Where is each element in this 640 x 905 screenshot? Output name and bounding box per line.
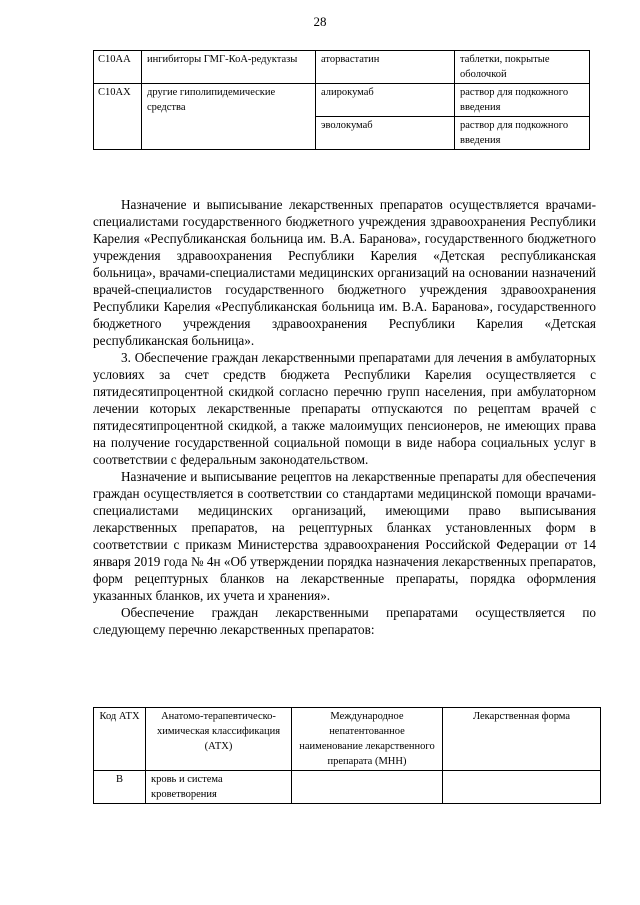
header-dosage-form: Лекарственная форма — [443, 708, 601, 771]
page-number: 28 — [313, 14, 327, 29]
header-inn: Международное непатентованное наименование лекарственного препарата (МНН) — [292, 708, 443, 771]
dosage-form-cell: таблетки, покрытые оболочкой — [455, 51, 590, 84]
table-row — [94, 84, 590, 117]
atx-class-cell: кровь и система кроветворения — [146, 771, 292, 804]
table-row — [94, 51, 590, 84]
paragraph: 3. Обеспечение граждан лекарственными препаратами для лечения в амбулаторных условиях за счет средств бюджета Республики Карелия осуществляется с пятидесятипроцентной скидкой согласно перечню групп населения, при амбулаторном лечении которых лекарственные препараты отпускаются по рецептам врачей с пятидесятипроцентной скидкой, а также малоимущих пенсионеров, не имеющих права на получение государственной социальной помощи в виде набора социальных услуг в соответствии с федеральным законодательством. — [93, 350, 596, 467]
drug-table-top — [93, 50, 590, 150]
atx-code-cell: C10AX — [94, 84, 142, 150]
drug-name-cell — [292, 771, 443, 804]
dosage-form-cell — [443, 771, 601, 804]
drug-name-cell: эволокумаб — [316, 117, 455, 150]
atx-code-cell: B — [94, 771, 146, 804]
dosage-form-cell: раствор для подкожного введения — [455, 117, 590, 150]
table-header-row — [94, 708, 601, 771]
dosage-form-cell: раствор для подкожного введения — [455, 84, 590, 117]
drug-name-cell: алирокумаб — [316, 84, 455, 117]
header-atx-code: Код АТХ — [94, 708, 146, 771]
paragraph: Назначение и выписывание лекарственных препаратов осуществляется врачами-специалистами государственного бюджетного учреждения здравоохранения Республики Карелия «Республиканская больница им. В.А. Баранова», государственного бюджетного учреждения здравоохранения Республики Карелия «Детская республиканская больница», врачами-специалистами медицинских организаций на основании назначений врачей-специалистов государственного бюджетного учреждения здравоохранения Республики Карелия «Республиканская больница им. В.А. Баранова», государственного бюджетного учреждения здравоохранения Республики Карелия «Детская республиканская больница». — [93, 197, 596, 348]
atx-code-cell: C10AA — [94, 51, 142, 84]
atx-class-cell: ингибиторы ГМГ-КоА-редуктазы — [142, 51, 316, 84]
table-row — [94, 771, 601, 804]
body-text — [93, 196, 596, 638]
paragraph: Назначение и выписывание рецептов на лекарственные препараты для обеспечения граждан осуществляется в соответствии со стандартами медицинской помощи врачами-специалистами медицинских организаций, имеющими право выписывания лекарственных препаратов, на рецептурных бланках установленных форм в соответствии с приказм Министерства здравоохранения Российской Федерации от 14 января 2019 года № 4н «Об утверждении порядка назначения лекарственных препаратов, форм рецептурных бланков на лекарственные препараты, порядка оформления указанных бланков, их учета и хранения». — [93, 469, 596, 603]
atx-class-cell: другие гиполипидемические средства — [142, 84, 316, 150]
paragraph: Обеспечение граждан лекарственными препаратами осуществляется по следующему перечню лекарственных препаратов: — [93, 605, 596, 637]
drug-name-cell: аторвастатин — [316, 51, 455, 84]
drug-table-bottom — [93, 707, 601, 804]
header-atx-class: Анатомо-терапевтическо-химическая классификация (АТХ) — [146, 708, 292, 771]
